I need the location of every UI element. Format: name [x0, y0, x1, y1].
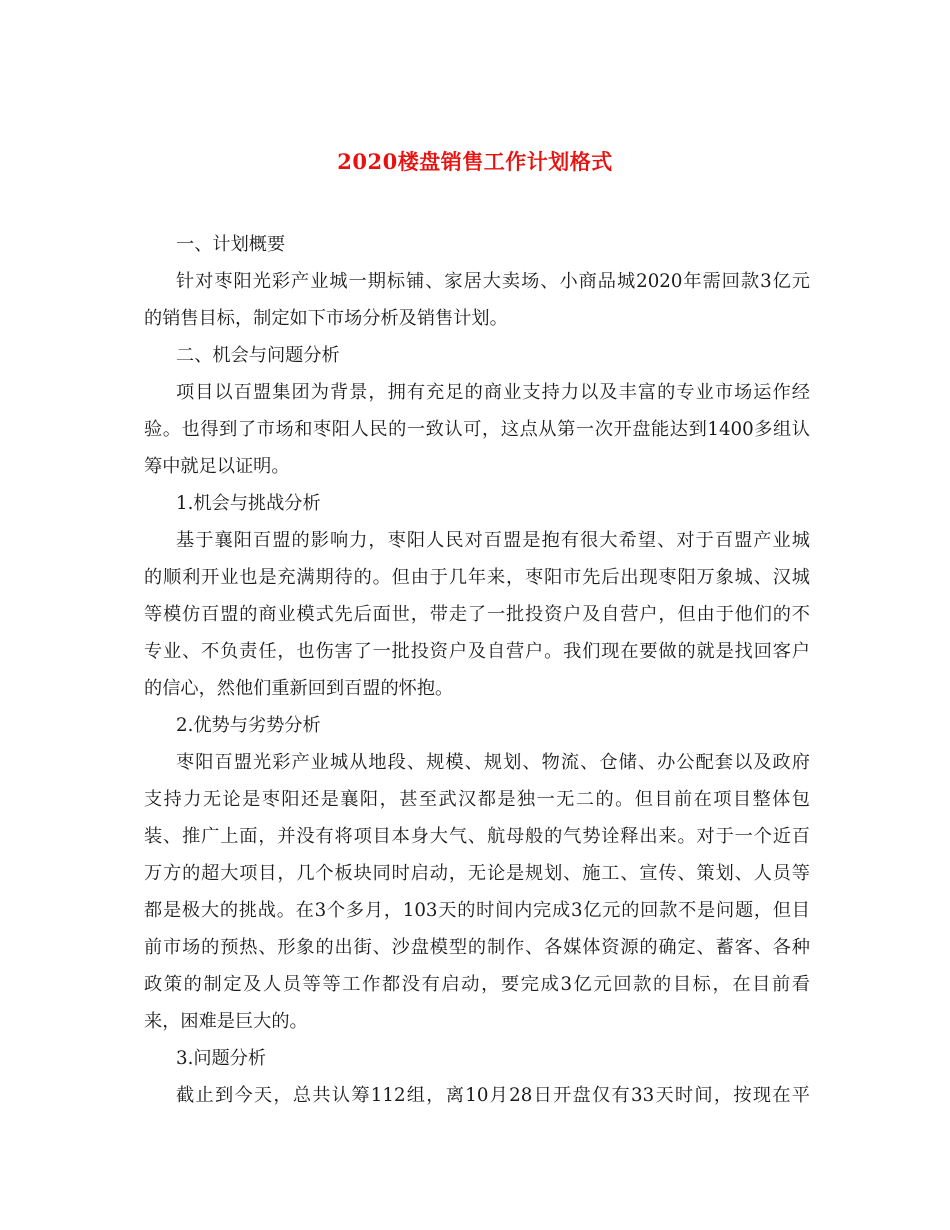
document-title: 2020楼盘销售工作计划格式	[337, 149, 613, 174]
paragraph-line: 枣阳百盟光彩产业城从地段、规模、规划、物流、仓储、办公配套以及政府	[176, 752, 810, 773]
subsection-heading-strengths-weaknesses: 2.优势与劣势分析	[176, 715, 321, 736]
document-body	[144, 226, 810, 1114]
paragraph-line: 万方的超大项目，几个板块同时启动，无论是规划、施工、宣传、策划、人员等	[144, 863, 810, 884]
paragraph-line: 都是极大的挑战。在3个多月，103天的时间内完成3亿元的回款不是问题，但目	[144, 900, 810, 921]
paragraph-line: 来，困难是巨大的。	[144, 1011, 308, 1032]
section-heading-opportunity-analysis: 二、机会与问题分析	[176, 345, 340, 366]
paragraph-strengths-weaknesses	[144, 744, 810, 1040]
paragraph-line: 等模仿百盟的商业模式先后面世，带走了一批投资户及自营户，但由于他们的不	[144, 604, 810, 625]
paragraph-line: 前市场的预热、形象的出街、沙盘模型的制作、各媒体资源的确定、蓄客、各种	[144, 937, 810, 958]
paragraph-plan-overview	[144, 263, 810, 337]
subsection-heading-opportunity-challenge: 1.机会与挑战分析	[176, 493, 321, 514]
paragraph-line: 截止到今天，总共认筹112组，离10月28日开盘仅有33天时间，按现在平	[176, 1085, 810, 1106]
paragraph-line: 支持力无论是枣阳还是襄阳，甚至武汉都是独一无二的。但目前在项目整体包	[144, 789, 810, 810]
paragraph-line: 的信心，然他们重新回到百盟的怀抱。	[144, 678, 454, 699]
paragraph-problem-analysis	[144, 1077, 810, 1114]
paragraph-opportunity-analysis	[144, 374, 810, 485]
paragraph-line: 项目以百盟集团为背景，拥有充足的商业支持力以及丰富的专业市场运作经	[176, 382, 810, 403]
paragraph-line: 的顺利开业也是充满期待的。但由于几年来，枣阳市先后出现枣阳万象城、汉城	[144, 567, 810, 588]
section-heading-plan-overview: 一、计划概要	[176, 234, 286, 255]
paragraph-opportunity-challenge	[144, 522, 810, 707]
paragraph-line: 针对枣阳光彩产业城一期标铺、家居大卖场、小商品城2020年需回款3亿元	[176, 271, 810, 292]
paragraph-line: 筹中就足以证明。	[144, 456, 290, 477]
paragraph-line: 验。也得到了市场和枣阳人民的一致认可，这点从第一次开盘能达到1400多组认	[144, 419, 810, 440]
paragraph-line: 专业、不负责任，也伤害了一批投资户及自营户。我们现在要做的就是找回客户	[144, 641, 810, 662]
paragraph-line: 的销售目标，制定如下市场分析及销售计划。	[144, 308, 508, 329]
paragraph-line: 装、推广上面，并没有将项目本身大气、航母般的气势诠释出来。对于一个近百	[144, 826, 810, 847]
subsection-heading-problem-analysis: 3.问题分析	[176, 1048, 267, 1069]
paragraph-line: 政策的制定及人员等等工作都没有启动，要完成3亿元回款的目标，在目前看	[144, 974, 810, 995]
paragraph-line: 基于襄阳百盟的影响力，枣阳人民对百盟是抱有很大希望、对于百盟产业城	[176, 530, 810, 551]
